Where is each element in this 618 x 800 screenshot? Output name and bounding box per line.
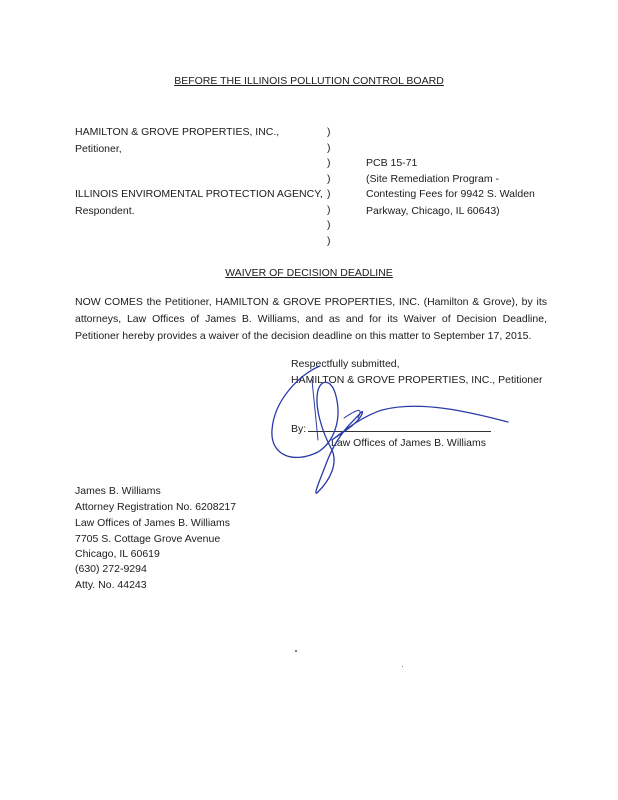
case-description-line: (Site Remediation Program - [366, 173, 500, 185]
scan-speck [295, 650, 297, 652]
attorney-name: James B. Williams [75, 485, 161, 497]
attorney-phone: (630) 272-9294 [75, 563, 147, 575]
attorney-street: 7705 S. Cottage Grove Avenue [75, 533, 221, 545]
waiver-body: NOW COMES the Petitioner, HAMILTON & GROVE PROPERTIES, INC. (Hamilton & Grove), by its attorneys, Law Offices of James B. Williams, and as and for its Waiver of Decision Deadline, Petitioner hereby provides a waiver of the decision deadline on this matter to September 17, 2015. [75, 296, 547, 342]
respondent-role: Respondent. [75, 205, 135, 217]
case-number: PCB 15-71 [366, 157, 418, 169]
attorney-registration: Attorney Registration No. 6208217 [75, 501, 237, 513]
caption-paren: ) [327, 235, 331, 247]
caption-paren: ) [327, 126, 331, 138]
respondent-name: ILLINOIS ENVIROMENTAL PROTECTION AGENCY, [75, 188, 323, 200]
petitioner-name: HAMILTON & GROVE PROPERTIES, INC., [75, 126, 280, 138]
caption-paren: ) [327, 157, 331, 169]
caption-paren: ) [327, 173, 331, 185]
petitioner-role: Petitioner, [75, 143, 122, 155]
case-description-line: Contesting Fees for 9942 S. Walden [366, 188, 535, 200]
board-title: BEFORE THE ILLINOIS POLLUTION CONTROL BOARD [174, 75, 444, 87]
scan-speck [402, 666, 403, 667]
caption-paren: ) [327, 142, 331, 154]
signing-party: HAMILTON & GROVE PROPERTIES, INC., Petitioner [291, 374, 543, 386]
attorney-number: Atty. No. 44243 [75, 579, 147, 591]
by-label: By: [291, 423, 307, 435]
caption-paren: ) [327, 219, 331, 231]
case-description-line: Parkway, Chicago, IL 60643) [366, 205, 500, 217]
signer-name: Law Offices of James B. Williams [331, 437, 487, 449]
waiver-title: WAIVER OF DECISION DEADLINE [225, 267, 393, 279]
caption-paren: ) [327, 204, 331, 216]
attorney-firm: Law Offices of James B. Williams [75, 517, 231, 529]
handwritten-signature [260, 360, 510, 500]
caption-paren: ) [327, 188, 331, 200]
closing: Respectfully submitted, [291, 358, 400, 370]
attorney-city: Chicago, IL 60619 [75, 548, 160, 560]
